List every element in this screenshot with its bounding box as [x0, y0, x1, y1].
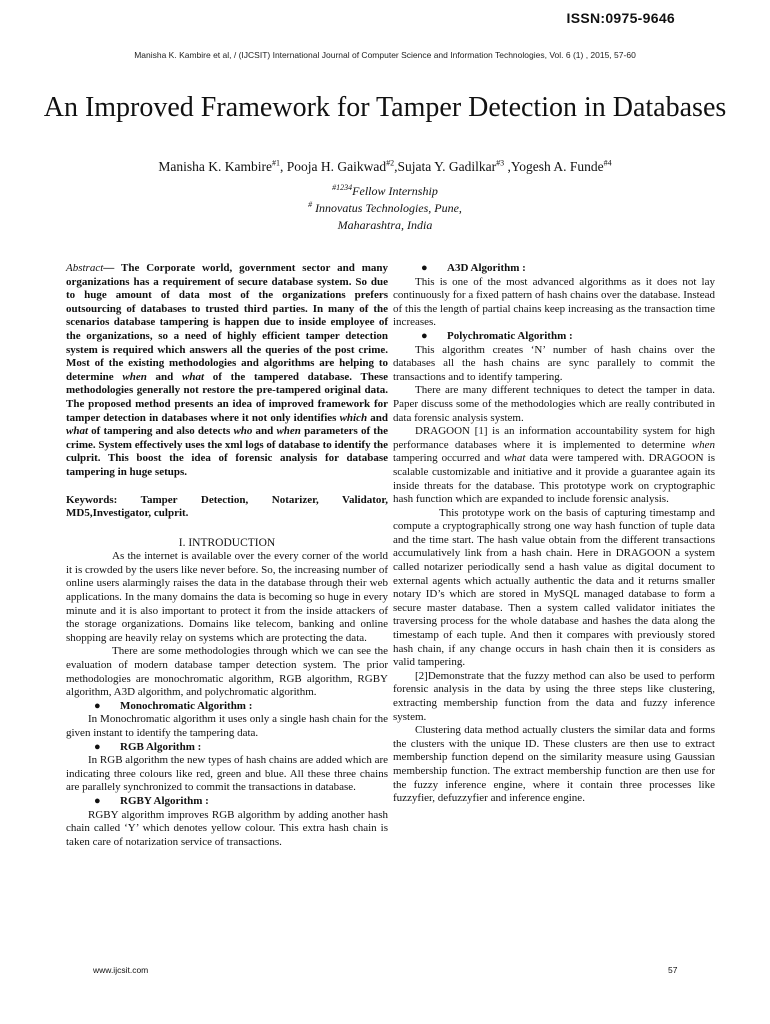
dragoon-emph: when [691, 438, 715, 451]
abstract-text: and [367, 411, 388, 424]
affiliation-text: Fellow Internship [352, 184, 438, 198]
abstract-emph: who [233, 425, 253, 438]
bullet-icon: ● [94, 794, 101, 807]
bullet-polychromatic [421, 330, 715, 344]
bullet-rgb [94, 741, 388, 755]
rgb-text: In RGB algorithm the new types of hash chains are added which are indicating three colours like red, green and blue. All these three chains are parallely synchronized to commit the transactions in database. [66, 754, 388, 794]
bullet-heading: RGBY Algorithm : [120, 794, 209, 807]
dragoon-emph: what [504, 452, 526, 465]
bullet-heading: A3D Algorithm : [447, 262, 526, 274]
bullet-icon: ● [421, 262, 428, 274]
bullet-heading: Polychromatic Algorithm : [447, 329, 573, 342]
affiliation-line-1 [0, 184, 770, 199]
rgby-text: RGBY algorithm improves RGB algorithm by adding another hash chain called ‘Y’ which denotes yellow colour. This extra hash chain is taken care of notarization service of transactions. [66, 808, 388, 848]
dragoon-text: tampering occurred and [393, 452, 505, 465]
intro-paragraph-1: As the internet is available over the every corner of the world it is crowded by the users like never before. So, the increasing number of online users alarmingly raises the data in the database through their web applications. In the many domains the data is becoming so huge in every minute and it is also important to protect it from the inside attackers of the storage organizations. Domains like telecom, banking and online shopping are heavily relay on systems which are protecting the data. [66, 550, 388, 644]
abstract-text: and [146, 370, 182, 383]
section-heading-introduction: I. INTRODUCTION [178, 536, 276, 549]
bullet-heading: RGB Algorithm : [120, 740, 202, 753]
abstract-dash: — [103, 262, 121, 274]
intro-paragraph-2: There are some methodologies through which we can see the evaluation of modern database tamper detection system. The prior methodologies are monochromatic algorithm, RGB algorithm, RGBY algorithm, A3D algorithm, and polychromatic algorithm. [66, 645, 388, 699]
abstract-text: of tampering and also detects [88, 425, 234, 438]
abstract-text: parameters of the crime. System effectively uses the xml logs of database to identify the culprit. This boost the idea of forensic analysis for database tampering in huge setups. [66, 425, 388, 478]
author-name: Manisha K. Kambire [158, 159, 272, 174]
author-sup: #4 [603, 158, 612, 168]
bullet-heading: Monochromatic Algorithm : [120, 699, 253, 712]
bullet-icon: ● [94, 699, 101, 712]
paragraph-techniques: There are many different techniques to detect the tamper in data. Paper discuss some of the methodologies which are really contributed in data forensic analysis system. [393, 384, 715, 424]
footer-page-number: 57 [668, 965, 678, 975]
abstract-emph: when [276, 425, 301, 438]
bullet-a3d [421, 262, 715, 276]
affiliation-text: Innovatus Technologies, Pune, [312, 201, 462, 215]
abstract-emph: what [181, 370, 204, 383]
abstract-text: The Corporate world, government sector and many organizations has a requirement of secure database system. So due to huge amount of data most of the organizations prefers outsourcing of databases to trusted third parties. In many of the scenarios database tampering is happen due to inside employee of the organizations, so a need of highly efficient tamper detection system is required which answers all the queries of the post crime. Most of the existing methodologies and algorithms are helping to determine [66, 262, 388, 383]
left-column [66, 262, 388, 849]
bullet-icon: ● [94, 740, 101, 753]
author-name: ,Sujata Y. Gadilkar [394, 159, 497, 174]
running-head: Manisha K. Kambire et al, / (IJCSIT) International Journal of Computer Science and Information Technologies, Vol. 6 (1) , 2015, 57-60 [134, 50, 636, 60]
affiliation-line-3: Maharashtra, India [337, 218, 433, 232]
polychromatic-text: This algorithm creates ‘N’ number of hash chains over the databases all the hash chains are sync parallely to commit the transactions and to identify tampering. [393, 343, 715, 383]
paragraph-clustering: Clustering data method actually clusters the similar data and forms the clusters with the unique ID. These clusters are then use to extract membership function depend on the similarity measure using Gaussian membership function. The extract membership function are then use for the fuzzy inference engine, where it contain three processes like fuzzyfier, defuzzyfier and inference engine. [393, 724, 715, 805]
paper-title: An Improved Framework for Tamper Detection in Databases [43, 92, 727, 123]
paragraph-dragoon [393, 425, 715, 507]
abstract-label: Abstract [66, 262, 104, 274]
author-sup: #2 [386, 158, 395, 168]
footer-website: www.ijcsit.com [93, 965, 149, 975]
abstract-text: of the tampered database. These methodologies generally not restore the pre-tampered original data. The proposed method presents an idea of improved framework for tamper detection in databases where it not only identifies [66, 370, 388, 424]
abstract-text: and [252, 425, 277, 438]
author-name: , Pooja H. Gaikwad [279, 159, 387, 174]
dragoon-text: data were tampered with. DRAGOON is scalable customizable and initiative and it provide a guarantee again its inside threats for the database. This prototype work on cryptographic hash function which are expanded to include forensic analysis. [393, 452, 715, 506]
abstract-emph: which [339, 411, 368, 424]
paragraph-fuzzy: [2]Demonstrate that the fuzzy method can also be used to perform forensic analysis in the data by using the three steps like clustering, extracting membership function from the data and fuzzy inference system. [393, 669, 715, 723]
bullet-icon: ● [421, 329, 428, 342]
bullet-rgby [94, 795, 388, 809]
author-name: ,Yogesh A. Funde [504, 159, 604, 174]
author-sup: #3 [496, 158, 505, 168]
abstract-emph: when [122, 370, 147, 383]
abstract-emph: what [66, 425, 89, 438]
issn-label: ISSN:0975-9646 [566, 10, 675, 26]
abstract [66, 262, 388, 480]
author-list [0, 159, 770, 175]
affiliation-sup: # [308, 200, 313, 209]
right-column [393, 262, 715, 806]
a3d-text: This is one of the most advanced algorithms as it does not lay continuously for a fixed pattern of hash chains over the database. Instead of this the length of partial chains keep increasing as the transaction time increases. [393, 275, 715, 329]
affiliation-sup: #1234 [332, 183, 353, 192]
dragoon-text: DRAGOON [1] is an information accountability system for high performance databases where it is implemented to determine [393, 425, 715, 451]
affiliation-line-2 [0, 201, 770, 216]
bullet-monochromatic [94, 700, 388, 714]
author-sup: #1 [271, 158, 280, 168]
monochromatic-text: In Monochromatic algorithm it uses only a single hash chain for the given instant to identify the tampering data. [66, 713, 388, 739]
keywords: Keywords: Tamper Detection, Notarizer, Validator, MD5,Investigator, culprit. [66, 493, 388, 520]
paragraph-prototype: This prototype work on the basis of capturing timestamp and compute a cryptographically strong one way hash function of tuple data and the time start. The hash value obtain from the different transactions accumulatively link from a hash chain. Here in DRAGOON a system called notarizer periodically send a hash value as digital document to external agents which actually authentic the data and it returns smaller notary ID’s which are stored in MySQL managed database to form a secure master database. Then a system called validator initiates the traversing process for the whole database and hashes the data along the timestamp of each tuple. And then it compares with previously stored hash chain, if any change occurs in hash chain then it is considers as valid tampering. [393, 506, 715, 669]
